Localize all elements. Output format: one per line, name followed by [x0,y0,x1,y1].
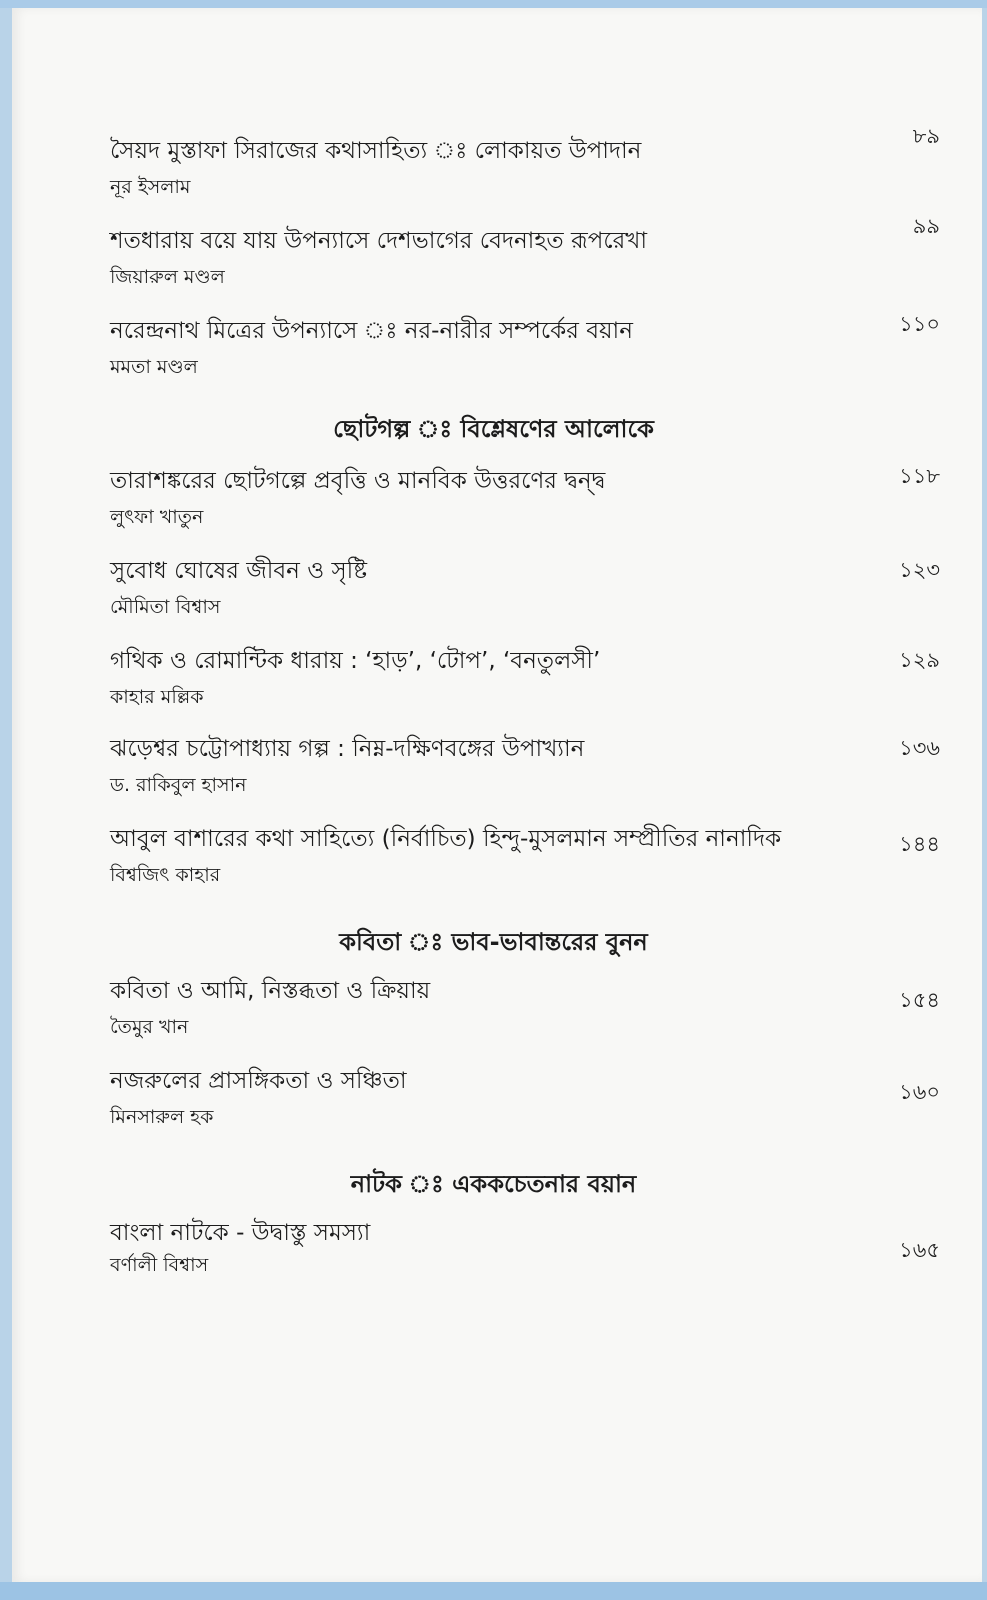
entry-author: মমতা মণ্ডল [110,356,198,378]
entry-title: আবুল বাশারের কথা সাহিত্যে (নির্বাচিত) হিন্দু-মুসলমান সম্প্রীতির নানাদিক [110,826,782,852]
entry-title: নজরুলের প্রাসঙ্গিকতা ও সঞ্চিতা [110,1068,407,1094]
entry-author: ড. রাকিবুল হাসান [110,774,247,796]
entry-author: বিশ্বজিৎ কাহার [110,864,221,886]
background-edge-bottom [0,1582,987,1600]
entry-page-number: ৮৯ [912,124,940,148]
entry-page-number: ১৫৪ [899,988,940,1012]
entry-title: ঝড়েশ্বর চট্টোপাধ্যায় গল্প : নিম্ন-দক্ষিণবঙ্গের উপাখ্যান [110,736,585,762]
entry-page-number: ১১০ [899,312,940,336]
entry-author: লুৎফা খাতুন [110,506,204,528]
entry-page-number: ১২৩ [899,558,940,582]
entry-author: তৈমুর খান [110,1016,189,1038]
entry-page-number: ১৩৬ [899,736,940,760]
entry-title: বাংলা নাটকে - উদ্বাস্তু সমস্যা [110,1220,371,1246]
entry-title: সুবোধ ঘোষের জীবন ও সৃষ্টি [110,558,368,584]
entry-page-number: ১৬০ [899,1080,940,1104]
entry-page-number: ১১৮ [899,464,940,488]
background-edge-top [0,0,987,8]
entry-author: কাহার মল্লিক [110,686,204,708]
entry-title: নরেন্দ্রনাথ মিত্রের উপন্যাসে ঃ নর-নারীর সম্পর্কের বয়ান [110,318,633,344]
entry-author: মৌমিতা বিশ্বাস [110,596,221,618]
section-heading: ছোটগল্প ঃ বিশ্লেষণের আলোকে [333,415,654,443]
entry-title: সৈয়দ মুস্তাফা সিরাজের কথাসাহিত্য ঃ লোকায়ত উপাদান [110,138,642,164]
entry-page-number: ১৪৪ [899,832,940,856]
entry-author: মিনসারুল হক [110,1106,214,1128]
entry-author: বর্ণালী বিশ্বাস [110,1254,209,1276]
entry-author: নূর ইসলাম [110,176,191,198]
entry-page-number: ৯৯ [912,214,940,238]
entry-title: তারাশঙ্করের ছোটগল্পে প্রবৃত্তি ও মানবিক উত্তরণের দ্বন্দ্ব [110,468,606,494]
entry-page-number: ১২৯ [899,648,940,672]
entry-page-number: ১৬৫ [899,1238,940,1262]
section-heading: নাটক ঃ এককচেতনার বয়ান [350,1170,637,1198]
section-heading: কবিতা ঃ ভাব-ভাবান্তরের বুনন [339,928,648,956]
entry-title: শতধারায় বয়ে যায় উপন্যাসে দেশভাগের বেদনাহত রূপরেখা [110,228,648,254]
entry-title: গথিক ও রোমান্টিক ধারায় : ‘হাড়’, ‘টোপ’, ‘বনতুলসী’ [110,648,601,674]
entry-title: কবিতা ও আমি, নিস্তব্ধতা ও ক্রিয়ায় [110,978,431,1004]
entry-author: জিয়ারুল মণ্ডল [110,266,225,288]
